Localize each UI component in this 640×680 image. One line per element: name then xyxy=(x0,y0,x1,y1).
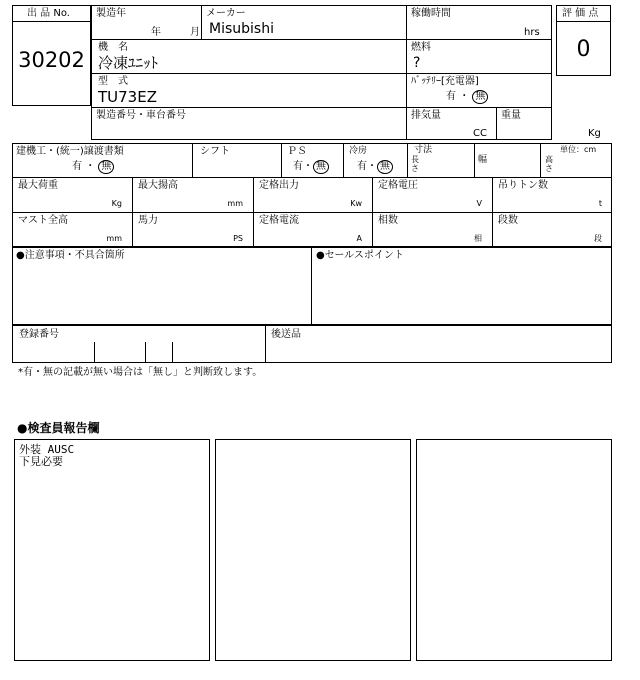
spec-label: 最大荷重 xyxy=(18,180,58,191)
serial-label: 製造番号・車台番号 xyxy=(96,110,186,121)
footnote: *有・無の記載が無い場合は「無し」と判断致します。 xyxy=(18,367,263,378)
spec-label: 相数 xyxy=(378,215,398,226)
spec-unit: 段 xyxy=(594,234,602,243)
battery-yes-no: 有 ・ 無 xyxy=(446,90,488,104)
dims-width-label: 幅 xyxy=(478,155,488,165)
year-unit: 年 xyxy=(151,27,161,38)
transfer-yes-no: 有 ・ 無 xyxy=(72,160,114,174)
model-type-label: 型 式 xyxy=(98,76,128,87)
lot-number-value: 30202 xyxy=(18,48,85,72)
spec-label: 定格出力 xyxy=(259,180,299,191)
year-label: 製造年 xyxy=(96,8,126,19)
ps-yes-no: 有・ 無 xyxy=(293,160,329,174)
dims-length-label: 長さ xyxy=(411,155,419,173)
inspector-report-panel-1 xyxy=(14,439,210,661)
month-unit: 月 xyxy=(190,27,200,38)
ps-label: ＰＳ xyxy=(287,146,307,157)
ps-no-circled: 無 xyxy=(313,160,329,174)
battery-label: ﾊﾞｯﾃﾘｰ[充電器] xyxy=(411,76,479,87)
aircon-no-circled: 無 xyxy=(377,160,393,174)
spec-unit: A xyxy=(356,234,362,243)
model-type-value: TU73EZ xyxy=(98,88,157,106)
battery-no-circled: 無 xyxy=(472,90,488,104)
inspector-report-title: ●検査員報告欄 xyxy=(17,421,100,435)
lot-number-label: 出 品 No. xyxy=(27,8,70,19)
hours-unit: hrs xyxy=(524,27,540,38)
hours-label: 稼働時間 xyxy=(411,8,451,19)
notes-label: ●注意事項・不具合箇所 xyxy=(16,250,125,261)
transfer-docs-label: 建機工・(統一)譲渡書類 xyxy=(16,146,124,157)
fuel-value: ? xyxy=(413,55,421,71)
shipping-label: 後送品 xyxy=(271,329,301,340)
aircon-label: 冷房 xyxy=(349,146,368,156)
spec-unit: Kw xyxy=(350,199,362,208)
displacement-unit: CC xyxy=(473,128,487,139)
model-name-value: 冷凍ﾕﾆｯﾄ xyxy=(98,54,159,72)
shift-label: シフト xyxy=(200,146,230,157)
maker-value: Misubishi xyxy=(209,21,274,37)
transfer-no-circled: 無 xyxy=(98,160,114,174)
weight-label: 重量 xyxy=(501,110,521,121)
maker-label: メーカー xyxy=(206,8,246,19)
weight-unit: Kg xyxy=(588,128,601,139)
sales-point-label: ●セールスポイント xyxy=(316,250,404,261)
spec-unit: Kg xyxy=(111,199,122,208)
inspector-report-panel-3 xyxy=(416,439,612,661)
spec-unit: t xyxy=(598,199,602,208)
dims-height-label: 高さ xyxy=(545,155,553,173)
spec-label: 最大揚高 xyxy=(138,180,178,191)
dims-unit-note: 単位：cm xyxy=(560,145,597,154)
rating-value: 0 xyxy=(576,37,591,62)
spec-label: 段数 xyxy=(498,215,518,226)
spec-unit: mm xyxy=(227,199,243,208)
inspector-report-panel-2 xyxy=(215,439,411,661)
model-name-label: 機 名 xyxy=(98,42,128,53)
aircon-yes-no: 有・ 無 xyxy=(357,160,393,174)
dims-label: 寸法 xyxy=(414,145,433,155)
inspector-report-text: 外装 AUSC 下見必要 xyxy=(19,443,75,468)
spec-unit: PS xyxy=(233,234,243,243)
spec-grid xyxy=(12,143,612,247)
registration-box xyxy=(12,325,612,363)
spec-label: 馬力 xyxy=(138,215,158,226)
registration-label: 登録番号 xyxy=(19,329,59,340)
spec-label: 吊りトン数 xyxy=(498,180,548,191)
spec-label: マスト全高 xyxy=(18,215,68,226)
spec-unit: mm xyxy=(106,234,122,243)
spec-unit: V xyxy=(476,199,482,208)
rating-label: 評 価 点 xyxy=(562,8,599,19)
fuel-label: 燃料 xyxy=(411,42,431,53)
spec-label: 定格電圧 xyxy=(378,180,418,191)
spec-label: 定格電流 xyxy=(259,215,299,226)
spec-unit: 相 xyxy=(474,234,482,243)
displacement-label: 排気量 xyxy=(411,110,441,121)
